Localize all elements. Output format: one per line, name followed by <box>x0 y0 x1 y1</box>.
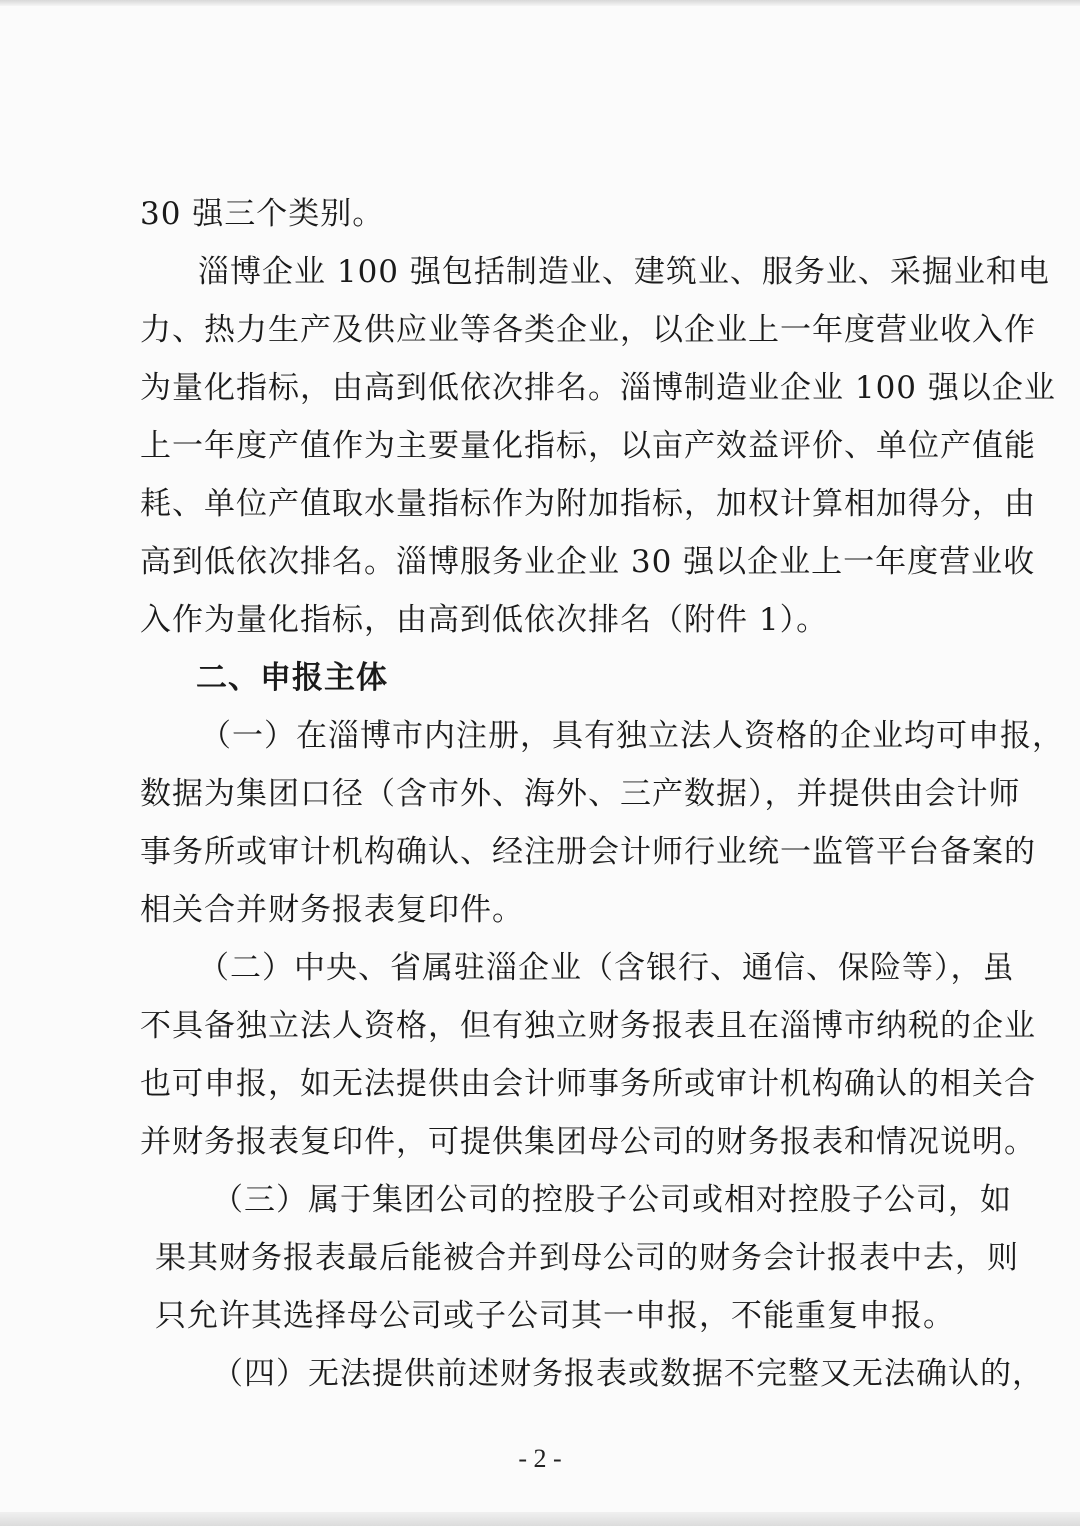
text-line: 为量化指标，由高到低依次排名。淄博制造业企业 100 强以企业 <box>140 370 1056 406</box>
text-line: 并财务报表复印件，可提供集团母公司的财务报表和情况说明。 <box>140 1124 1036 1160</box>
text-line: （一）在淄博市内注册，具有独立法人资格的企业均可申报， <box>200 718 1064 754</box>
text-line: 高到低依次排名。淄博服务业企业 30 强以企业上一年度营业收 <box>140 544 1036 580</box>
text-line: （二）中央、省属驻淄企业（含银行、通信、保险等），虽 <box>198 950 1015 986</box>
text-line: 也可申报，如无法提供由会计师事务所或审计机构确认的相关合 <box>140 1066 1036 1102</box>
text-line: 果其财务报表最后能被合并到母公司的财务会计报表中去，则 <box>155 1240 1019 1276</box>
text-line: 力、热力生产及供应业等各类企业，以企业上一年度营业收入作 <box>140 312 1036 348</box>
text-line: 不具备独立法人资格，但有独立财务报表且在淄博市纳税的企业 <box>140 1008 1036 1044</box>
text-line: 入作为量化指标，由高到低依次排名（附件 1）。 <box>140 602 829 638</box>
text-line: 只允许其选择母公司或子公司其一申报，不能重复申报。 <box>155 1298 955 1334</box>
text-line: 耗、单位产值取水量指标作为附加指标，加权计算相加得分，由 <box>140 486 1036 522</box>
text-line: （四）无法提供前述财务报表或数据不完整又无法确认的， <box>212 1356 1044 1392</box>
text-line: 淄博企业 100 强包括制造业、建筑业、服务业、采掘业和电 <box>198 254 1050 290</box>
text-line: 数据为集团口径（含市外、海外、三产数据），并提供由会计师 <box>140 776 1021 812</box>
page-number: - 2 - <box>518 1444 562 1473</box>
section-heading: 二、申报主体 <box>196 660 388 696</box>
text-line: 30 强三个类别。 <box>140 196 385 232</box>
text-line: （三）属于集团公司的控股子公司或相对控股子公司，如 <box>212 1182 1012 1218</box>
scan-bottom-edge <box>0 1512 1080 1526</box>
text-line: 相关合并财务报表复印件。 <box>140 892 524 928</box>
text-line: 上一年度产值作为主要量化指标，以亩产效益评价、单位产值能 <box>140 428 1036 464</box>
text-line: 事务所或审计机构确认、经注册会计师行业统一监管平台备案的 <box>140 834 1036 870</box>
